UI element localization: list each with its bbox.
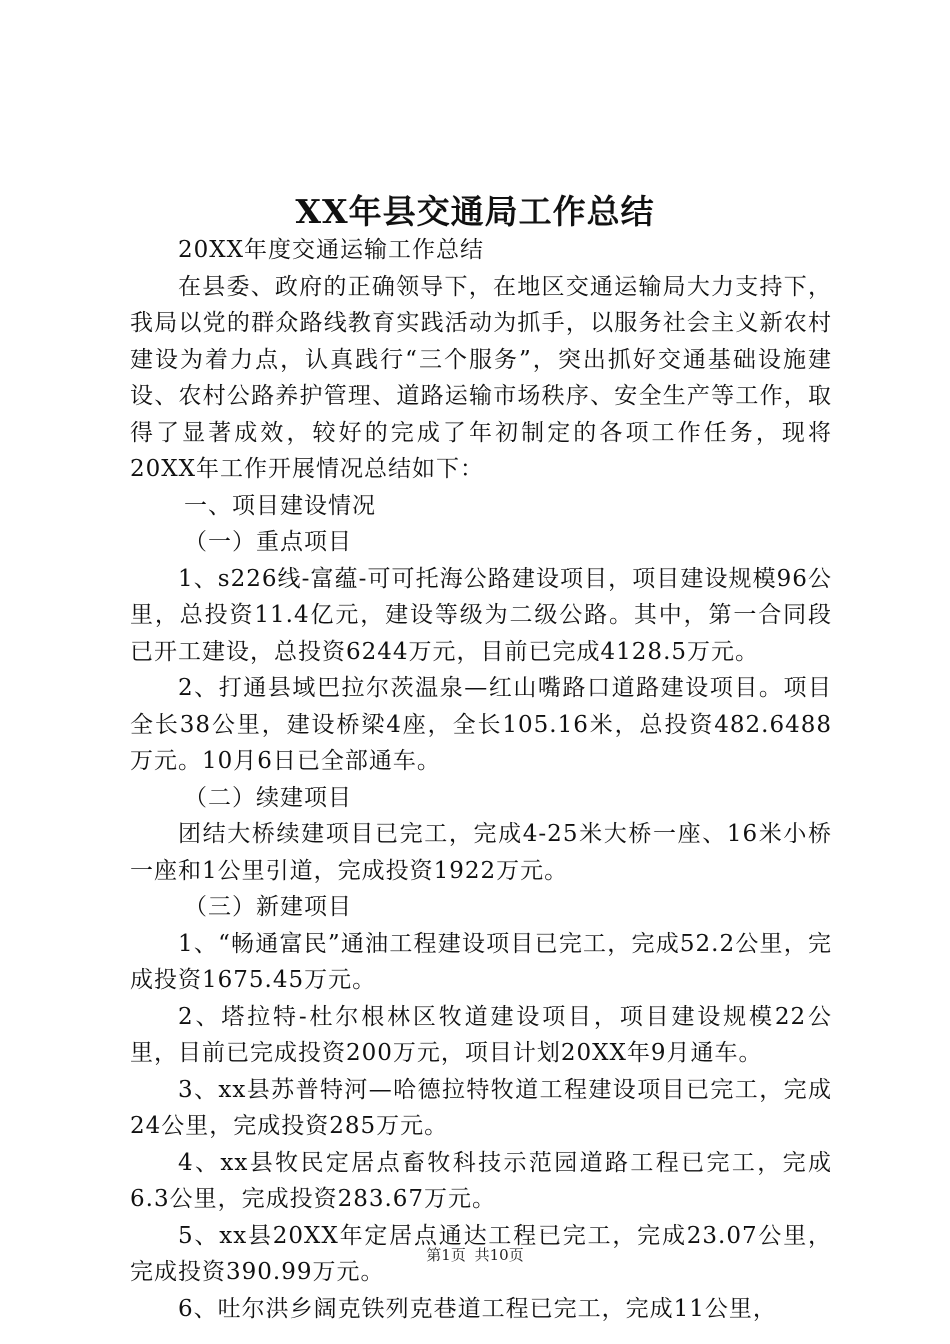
paragraph-intro: 在县委、政府的正确领导下，在地区交通运输局大力支持下，我局以党的群众路线教育实践活动为抓手，以服务社会主义新农村建设为着力点，认真践行“三个服务”，突出抓好交通基础设施建设、农村公路养护管理、道路运输市场秩序、安全生产等工作，取得了显著成效，较好的完成了年初制定的各项工作任务，现将20XX年工作开展情况总结如下： <box>130 273 832 482</box>
subsection-heading-new: （三）新建项目 <box>184 894 352 920</box>
section-heading-project: 一、项目建设情况 <box>184 492 376 519</box>
paragraph-item: 6、吐尔洪乡阔克铁列克巷道工程已完工，完成11公里， <box>178 1295 777 1322</box>
page-number: 第1页 <box>426 1246 466 1264</box>
paragraph-item: 5、xx县20XX年定居点通达工程已完工，完成23.07公里，完成投资390.99万元。 <box>130 1222 832 1285</box>
page-footer <box>0 1244 950 1265</box>
paragraph-subtitle: 20XX年度交通运输工作总结 <box>178 237 485 263</box>
subsection-heading-continued: （二）续建项目 <box>184 784 352 811</box>
document-title: XX年县交通局工作总结 <box>295 192 655 231</box>
paragraph-item: 1、s226线-富蕴-可可托海公路建设项目，项目建设规模96公里，总投资11.4亿元，建设等级为二级公路。其中，第一合同段已开工建设，总投资6244万元，目前已完成4128.5万元。 <box>130 565 832 665</box>
paragraph-item: 2、打通县域巴拉尔茨温泉—红山嘴路口道路建设项目。项目全长38公里，建设桥梁4座，全长105.16米，总投资482.6488万元。10月6日已全部通车。 <box>130 675 832 774</box>
paragraph-item: 4、xx县牧民定居点畜牧科技示范园道路工程已完工，完成6.3公里，完成投资283.67万元。 <box>130 1149 832 1212</box>
page-total: 共10页 <box>474 1246 524 1264</box>
document-body <box>130 232 832 1327</box>
subsection-heading-key: （一）重点项目 <box>184 529 352 555</box>
paragraph-item: 团结大桥续建项目已完工，完成4-25米大桥一座、16米小桥一座和1公里引道，完成投资1922万元。 <box>130 821 832 884</box>
paragraph-item: 2、塔拉特-杜尔根林区牧道建设项目，项目建设规模22公里，目前已完成投资200万元，项目计划20XX年9月通车。 <box>130 1003 832 1066</box>
paragraph-item: 1、“畅通富民”通油工程建设项目已完工，完成52.2公里，完成投资1675.45万元。 <box>130 930 832 993</box>
paragraph-item: 3、xx县苏普特河—哈德拉特牧道工程建设项目已完工，完成24公里，完成投资285万元。 <box>130 1076 832 1139</box>
